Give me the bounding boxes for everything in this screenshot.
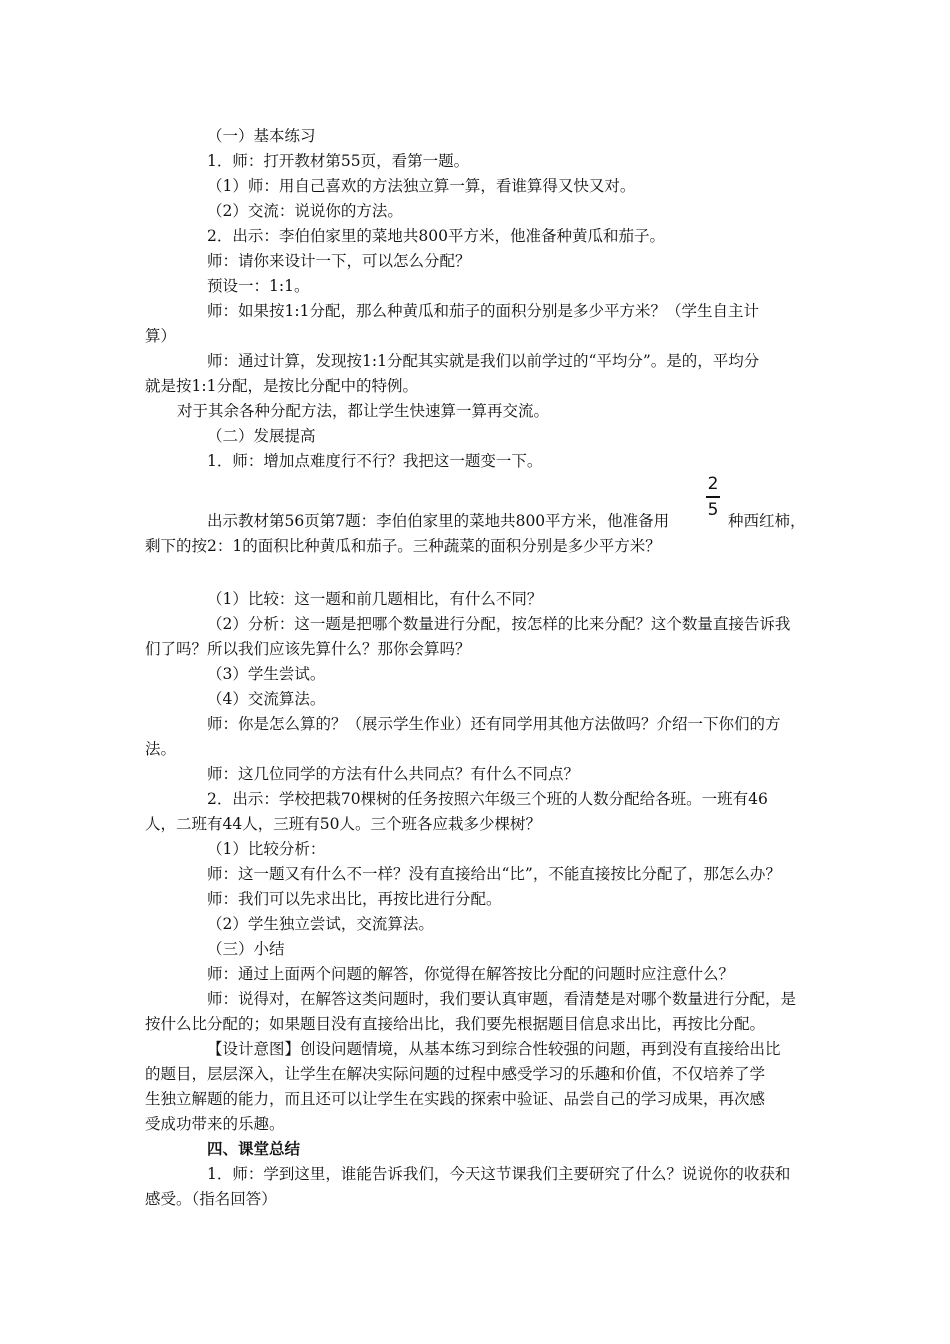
text-line: 法。 <box>145 740 177 758</box>
text-line: 出示教材第56页第7题：李伯伯家里的菜地共800平方米，他准备用 <box>207 512 670 530</box>
text-line: 们了吗？所以我们应该先算什么？那你会算吗？ <box>145 640 471 658</box>
heading-development: （二）发展提高 <box>207 427 316 445</box>
text-line: 师：这一题又有什么不一样？没有直接给出“比”，不能直接按比分配了，那怎么办？ <box>207 865 781 883</box>
heading-summary: （三）小结 <box>207 940 285 958</box>
text-line: （2）分析：这一题是把哪个数量进行分配，按怎样的比来分配？这个数量直接告诉我 <box>207 615 791 633</box>
text-line: 对于其余各种分配方法，都让学生快速算一算再交流。 <box>177 402 550 420</box>
text-line: 1．师：学到这里，谁能告诉我们，今天这节课我们主要研究了什么？说说你的收获和 <box>207 1165 791 1183</box>
fraction-bar <box>706 496 720 498</box>
text-line: 受成功带来的乐趣。 <box>145 1115 285 1133</box>
fraction-numerator: 2 <box>707 474 719 494</box>
text-line: 种西红柿， <box>728 512 806 530</box>
text-line: 师：我们可以先求出比，再按比进行分配。 <box>207 890 502 908</box>
text-line: 师：请你来设计一下，可以怎么分配？ <box>207 252 471 270</box>
text-line: 师：这几位同学的方法有什么共同点？有什么不同点？ <box>207 765 580 783</box>
text-line: 师：你是怎么算的？（展示学生作业）还有同学用其他方法做吗？介绍一下你们的方 <box>207 715 781 733</box>
text-line: 师：通过计算，发现按1:1分配其实就是我们以前学过的“平均分”。是的，平均分 <box>207 352 760 370</box>
text-line: 感受。（指名回答） <box>145 1190 277 1208</box>
text-line: 1．师：打开教材第55页，看第一题。 <box>207 152 470 170</box>
text-line: （1）师：用自己喜欢的方法独立算一算，看谁算得又快又对。 <box>207 177 636 195</box>
text-line: 师：说得对，在解答这类问题时，我们要认真审题，看清楚是对哪个数量进行分配，是 <box>207 990 797 1008</box>
text-line: 1．师：增加点难度行不行？我把这一题变一下。 <box>207 452 543 470</box>
text-line: 师：通过上面两个问题的解答，你觉得在解答按比分配的问题时应注意什么？ <box>207 965 735 983</box>
fraction-two-fifths <box>702 474 724 520</box>
heading-basic-practice: （一）基本练习 <box>207 127 316 145</box>
text-line: （2）交流：说说你的方法。 <box>207 202 403 220</box>
text-line: （2）学生独立尝试，交流算法。 <box>207 915 434 933</box>
text-line: 预设一：1:1。 <box>207 277 310 295</box>
design-intent-paragraph: 【设计意图】创设问题情境，从基本练习到综合性较强的问题，再到没有直接给出比 <box>207 1040 781 1058</box>
text-line: 师：如果按1:1分配，那么种黄瓜和茄子的面积分别是多少平方米？（学生自主计 <box>207 302 759 320</box>
text-line: 2．出示：李伯伯家里的菜地共800平方米，他准备种黄瓜和茄子。 <box>207 227 665 245</box>
text-line: 剩下的按2：1的面积比种黄瓜和茄子。三种蔬菜的面积分别是多少平方米？ <box>145 537 661 555</box>
text-line: 按什么比分配的；如果题目没有直接给出比，我们要先根据题目信息求出比，再按比分配。 <box>145 1015 766 1033</box>
fraction-denominator: 5 <box>707 499 719 520</box>
text-line: （3）学生尝试。 <box>207 665 326 683</box>
section-heading-class-summary: 四、课堂总结 <box>207 1139 301 1158</box>
text-line: 就是按1:1分配，是按比分配中的特例。 <box>145 377 418 395</box>
text-line: 人，二班有44人，三班有50人。三个班各应栽多少棵树？ <box>145 815 541 833</box>
text-line: 2．出示：学校把栽70棵树的任务按照六年级三个班的人数分配给各班。一班有46 <box>207 790 768 808</box>
text-line: （1）比较：这一题和前几题相比，有什么不同？ <box>207 590 543 608</box>
text-line: 的题目，层层深入，让学生在解决实际问题的过程中感受学习的乐趣和价值，不仅培养了学 <box>145 1065 766 1083</box>
text-line: 生独立解题的能力，而且还可以让学生在实践的探索中验证、品尝自己的学习成果，再次感 <box>145 1090 766 1108</box>
text-line: 算） <box>145 327 177 345</box>
text-line: （1）比较分析： <box>207 840 326 858</box>
text-line: （4）交流算法。 <box>207 690 326 708</box>
